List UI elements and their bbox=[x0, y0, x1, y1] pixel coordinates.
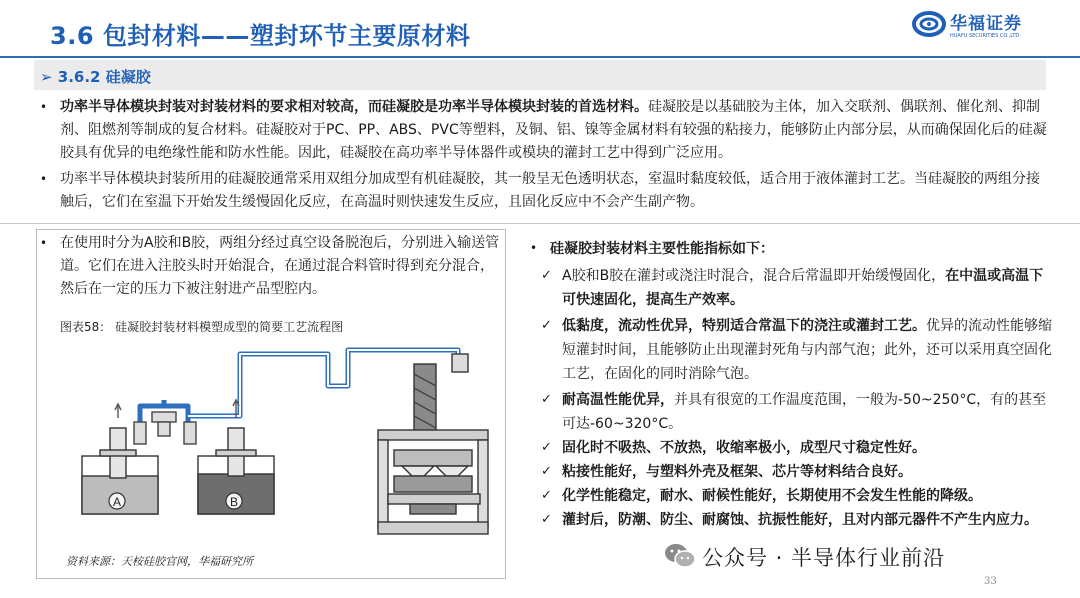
injection-press bbox=[378, 354, 488, 534]
intro-paragraph-1 bbox=[60, 96, 1052, 165]
check-icon: ✓ bbox=[541, 392, 552, 407]
property-item-5: 粘接性能好，与塑料外壳及框架、芯片等材料结合良好。 bbox=[562, 464, 912, 480]
process-paragraph: 在使用时分为A胶和B胶，两组分经过真空设备脱泡后，分别进入输送管道。它们在进入注胶头时开始混合，在通过混合料管时得到充分混合，然后在一定的压力下被注射进产品型腔内。 bbox=[60, 235, 500, 297]
property-item-3-bold: 耐高温性能优异， bbox=[562, 392, 674, 408]
bullet-dot: • bbox=[40, 172, 48, 186]
intro-paragraph-2: 功率半导体模块封装所用的硅凝胶通常采用双组分加成型有机硅凝胶，其一般呈无色透明状态，室温时黏度较低，适合用于液体灌封工艺。当硅凝胶的两组分接触后，它们在室温下开始发生缓慢固化反应，在高温时则快速发生反应，且固化反应中不会产生副产物。 bbox=[60, 171, 1040, 210]
property-item-3 bbox=[560, 388, 1052, 436]
section-subtitle: ➢ 3.6.2 硅凝胶 bbox=[40, 68, 151, 86]
wechat-icon bbox=[664, 542, 696, 570]
properties-heading: 硅凝胶封装材料主要性能指标如下： bbox=[550, 241, 774, 257]
page-title: 3.6 包封材料——塑封环节主要原材料 bbox=[50, 22, 471, 50]
section-divider bbox=[0, 223, 1080, 224]
logo-english-text: HUAFU SECURITIES CO.,LTD. bbox=[950, 33, 1021, 39]
page-number: 33 bbox=[984, 576, 997, 587]
check-icon: ✓ bbox=[541, 268, 552, 283]
property-item-1-bold: 在中温或高温下可快速固化，提高生产效率。 bbox=[562, 268, 1044, 308]
intro-paragraph-1-text: 硅凝胶是以基础胶为主体，加入交联剂、偶联剂、催化剂、抑制剂、阻燃剂等制成的复合材料。硅凝胶对于PC、PP、ABS、PVC等塑料，及铜、铝、镍等金属材料有较强的粘接力，能够防止内部分层，从而确保固化后的硅凝胶具有优异的电绝缘性能和防水性能。因此，硅凝胶在高功率半导体器件或模块的灌封工艺中得到广泛应用。 bbox=[60, 99, 1047, 161]
property-item-4: 固化时不吸热、不放热，收缩率极小，成型尺寸稳定性好。 bbox=[562, 440, 926, 456]
brand-logo bbox=[912, 8, 1042, 44]
check-icon: ✓ bbox=[541, 464, 552, 479]
pipe-network bbox=[140, 350, 458, 426]
tank-a-label: A bbox=[112, 495, 122, 509]
watermark-text: 公众号 · 半导体行业前沿 bbox=[702, 546, 946, 570]
property-item-2 bbox=[560, 314, 1052, 386]
figure-caption: 图表58： 硅凝胶封装材料模塑成型的简要工艺流程图 bbox=[60, 320, 344, 334]
property-item-2-bold: 低黏度，流动性优异，特别适合常温下的浇注或灌封工艺。 bbox=[562, 318, 926, 334]
subtitle-bar bbox=[34, 60, 1046, 90]
property-item-3-text: 并具有很宽的工作温度范围，一般为-50~250°C，有的甚至可达-60~320°C。 bbox=[562, 392, 1047, 432]
bullet-dot: • bbox=[530, 241, 538, 255]
check-icon: ✓ bbox=[541, 512, 552, 527]
property-item-1 bbox=[560, 264, 1052, 312]
intro-paragraph-1-bold: 功率半导体模块封装对封装材料的要求相对较高，而硅凝胶是功率半导体模块封装的首选材料。 bbox=[60, 99, 648, 115]
logo-chinese-text: 华福证券 bbox=[950, 14, 1022, 34]
bullet-dot: • bbox=[40, 100, 48, 114]
check-icon: ✓ bbox=[541, 318, 552, 333]
tank-b-label: B bbox=[229, 495, 239, 509]
property-item-6: 化学性能稳定，耐水、耐候性能好，长期使用不会发生性能的降级。 bbox=[562, 488, 982, 504]
property-item-2-text: 优异的流动性能够缩短灌封时间，且能够防止出现灌封死角与内部气泡；此外，还可以采用真空固化工艺，在固化的同时消除气泡。 bbox=[562, 318, 1052, 382]
property-item-7: 灌封后，防潮、防尘、耐腐蚀、抗振性能好，且对内部元器件不产生内应力。 bbox=[562, 512, 1038, 528]
property-item-1-text: A胶和B胶在灌封或浇注时混合，混合后常温即开始缓慢固化， bbox=[562, 268, 946, 284]
check-icon: ✓ bbox=[541, 440, 552, 455]
check-icon: ✓ bbox=[541, 488, 552, 503]
process-flow-diagram bbox=[60, 336, 500, 552]
title-rule bbox=[0, 56, 1080, 58]
source-note: 资料来源：天桉硅胶官网，华福研究所 bbox=[66, 555, 253, 568]
logo-swirl-icon bbox=[912, 8, 948, 40]
bullet-dot: • bbox=[40, 236, 48, 250]
